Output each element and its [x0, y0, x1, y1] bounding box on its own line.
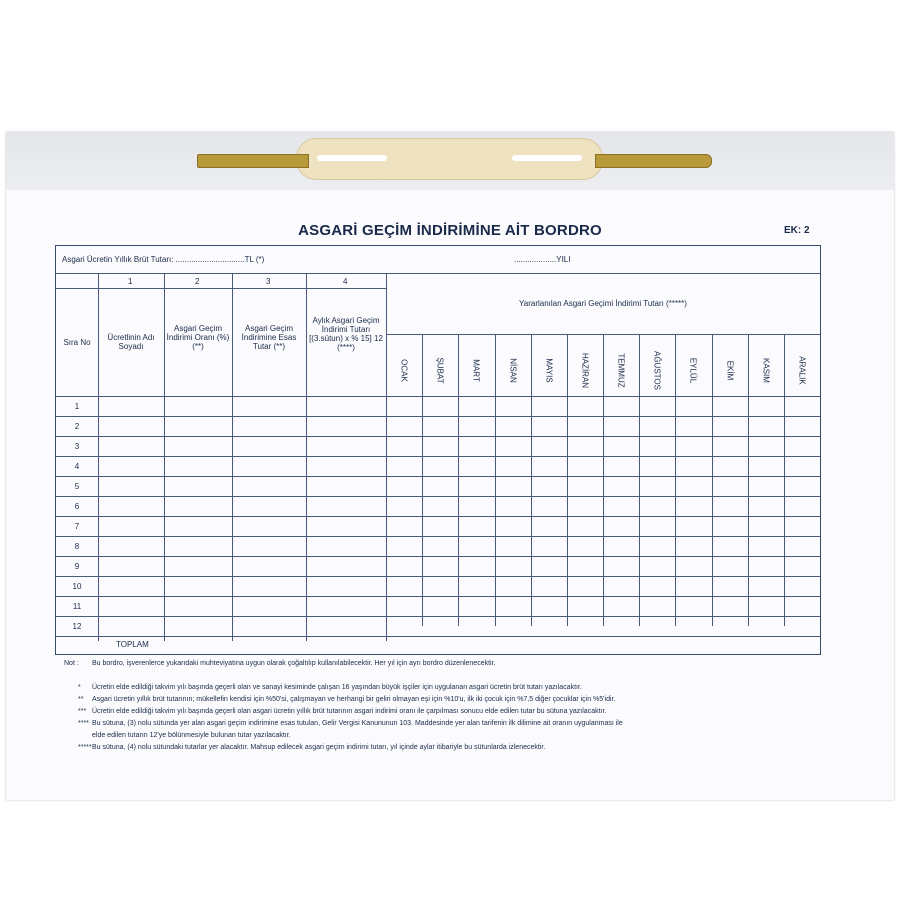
- header-bottom: [56, 396, 820, 397]
- total-label: TOPLAM: [116, 640, 149, 649]
- month-label: EKİM: [725, 360, 735, 381]
- month-label: HAZİRAN: [580, 352, 590, 389]
- row-divider: [56, 456, 820, 457]
- column-number: 4: [343, 277, 348, 286]
- fastener-prong-left: [197, 154, 309, 168]
- row-number: 12: [72, 622, 82, 631]
- name-header: Ücretlinin Adı Soyadı: [107, 333, 155, 351]
- row-number: 2: [74, 422, 80, 431]
- note-text: Bu sütuna, (4) nolu sütundaki tutarlar yer alacaktır. Mahsup edilecek asgari geçim indirimi tutarı, yıl içinde aylar itibariyle bu sütunlarda izlenecektir.: [92, 744, 546, 751]
- row-number: 1: [74, 402, 80, 411]
- notes-label: Not :: [64, 660, 79, 667]
- month-label: OCAK: [399, 359, 409, 382]
- payroll-table: [55, 245, 821, 655]
- row-number: 9: [74, 562, 80, 571]
- base-amount-header: Asgari Geçim İndirimine Esas Tutar (**): [241, 324, 297, 351]
- year-label: ...................YILI: [514, 255, 571, 264]
- note-text: Bu sütuna, (3) nolu sütunda yer alan asgari geçim indirimine esas tutulan, Gelir Vergisi Kanununun 103. Maddesinde yer alan tarifenin ilk dilimine ait oranın uygulanması ile: [92, 720, 623, 727]
- note-mark: ***: [78, 708, 87, 715]
- row-number: 4: [74, 462, 80, 471]
- row-divider: [56, 536, 820, 537]
- month-label: EYLÜL: [688, 357, 698, 384]
- header-band: [6, 132, 894, 192]
- note-text: Bu bordro, işverenlerce yukarıdaki muhteviyatına uygun olarak çoğaltılıp kullanılabilecektir. Her yıl için ayrı bordro düzenlenecektir.: [92, 660, 496, 667]
- month-label: ŞUBAT: [435, 357, 445, 384]
- month-label: MAYIS: [544, 358, 554, 383]
- column-divider: [164, 273, 165, 641]
- column-number-divider: [56, 288, 386, 289]
- month-divider: [567, 334, 568, 626]
- note-text: Asgari ücretin yıllık brüt tutarının; mükellefin kendisi için %50'si, çalışmayan ve herhangi bir geliri olmayan eşi için %10'u, ilk iki çocuk için %7,5 diğer çocuklar için %5'idir.: [92, 696, 616, 703]
- month-label: MART: [471, 359, 481, 382]
- month-divider: [603, 334, 604, 626]
- annual-gross-label: Asgari Ücretin Yıllık Brüt Tutarı: ...............................TL (*): [62, 255, 265, 264]
- fastener-prong-right: [595, 154, 712, 168]
- row-number: 10: [72, 582, 82, 591]
- column-divider: [98, 273, 99, 641]
- month-divider: [712, 334, 713, 626]
- column-divider: [306, 273, 307, 641]
- month-label: AĞUSTOS: [652, 351, 662, 390]
- row-divider: [56, 636, 820, 637]
- note-text: Ücretin elde edildiği takvim yılı başında geçerli olan ve sanayi kesiminde çalışan 16 yaşından büyük işçiler için uygulanan asgari ücretin brüt tutarı yazılacaktır.: [92, 684, 582, 691]
- column-divider: [232, 273, 233, 641]
- note-mark: *: [78, 684, 81, 691]
- row-divider: [56, 596, 820, 597]
- rate-header: Asgari Geçim İndirimi Oranı (%) (**): [166, 324, 230, 351]
- fastener-slot-right: [512, 155, 582, 161]
- divider-line: [56, 273, 820, 274]
- paper-fastener: [296, 138, 603, 180]
- row-divider: [56, 416, 820, 417]
- row-divider: [56, 516, 820, 517]
- note-text: Ücretin elde edildiği takvim yılı başında geçerli olan asgari ücretin yıllık brüt tutarının asgari indirimi oranı ile çarpılması sonucu elde edilen tutar bu sütuna yazılacaktır.: [92, 708, 607, 715]
- column-divider: [386, 273, 387, 641]
- month-label: KASIM: [761, 358, 771, 383]
- row-number: 5: [74, 482, 80, 491]
- note-text: elde edilen tutarın 12'ye bölünmesiyle bulunan tutar yazılacaktır.: [92, 732, 291, 739]
- column-number: 1: [128, 277, 133, 286]
- month-divider: [748, 334, 749, 626]
- monthly-amount-header: Aylık Asgari Geçim İndirimi Tutarı [(3.sütun) x % 15] 12 (****): [309, 316, 383, 352]
- month-label: NİSAN: [508, 358, 518, 383]
- column-number: 3: [266, 277, 271, 286]
- row-number: 8: [74, 542, 80, 551]
- row-number: 11: [72, 602, 82, 611]
- note-mark: *****: [78, 744, 92, 751]
- month-divider: [531, 334, 532, 626]
- month-divider: [639, 334, 640, 626]
- month-divider: [458, 334, 459, 626]
- fastener-slot-left: [317, 155, 387, 161]
- sira-no-header: Sıra No: [63, 338, 91, 347]
- row-divider: [56, 496, 820, 497]
- note-mark: ****: [78, 720, 89, 727]
- month-divider: [675, 334, 676, 626]
- row-divider: [56, 576, 820, 577]
- month-label: TEMMUZ: [616, 353, 626, 388]
- note-mark: **: [78, 696, 84, 703]
- form-title: ASGARİ GEÇİM İNDİRİMİNE AİT BORDRO: [298, 222, 602, 239]
- row-divider: [56, 476, 820, 477]
- month-divider: [422, 334, 423, 626]
- row-divider: [56, 616, 820, 617]
- column-number: 2: [195, 277, 200, 286]
- row-divider: [56, 436, 820, 437]
- month-label: ARALIK: [797, 356, 807, 385]
- row-number: 7: [74, 522, 80, 531]
- row-number: 6: [74, 502, 80, 511]
- benefit-header: Yararlanılan Asgari Geçimi İndirimi Tutarı (*****): [519, 299, 687, 308]
- row-divider: [56, 556, 820, 557]
- row-number: 3: [74, 442, 80, 451]
- month-divider: [784, 334, 785, 626]
- annex-label: EK: 2: [784, 225, 810, 236]
- month-divider: [495, 334, 496, 626]
